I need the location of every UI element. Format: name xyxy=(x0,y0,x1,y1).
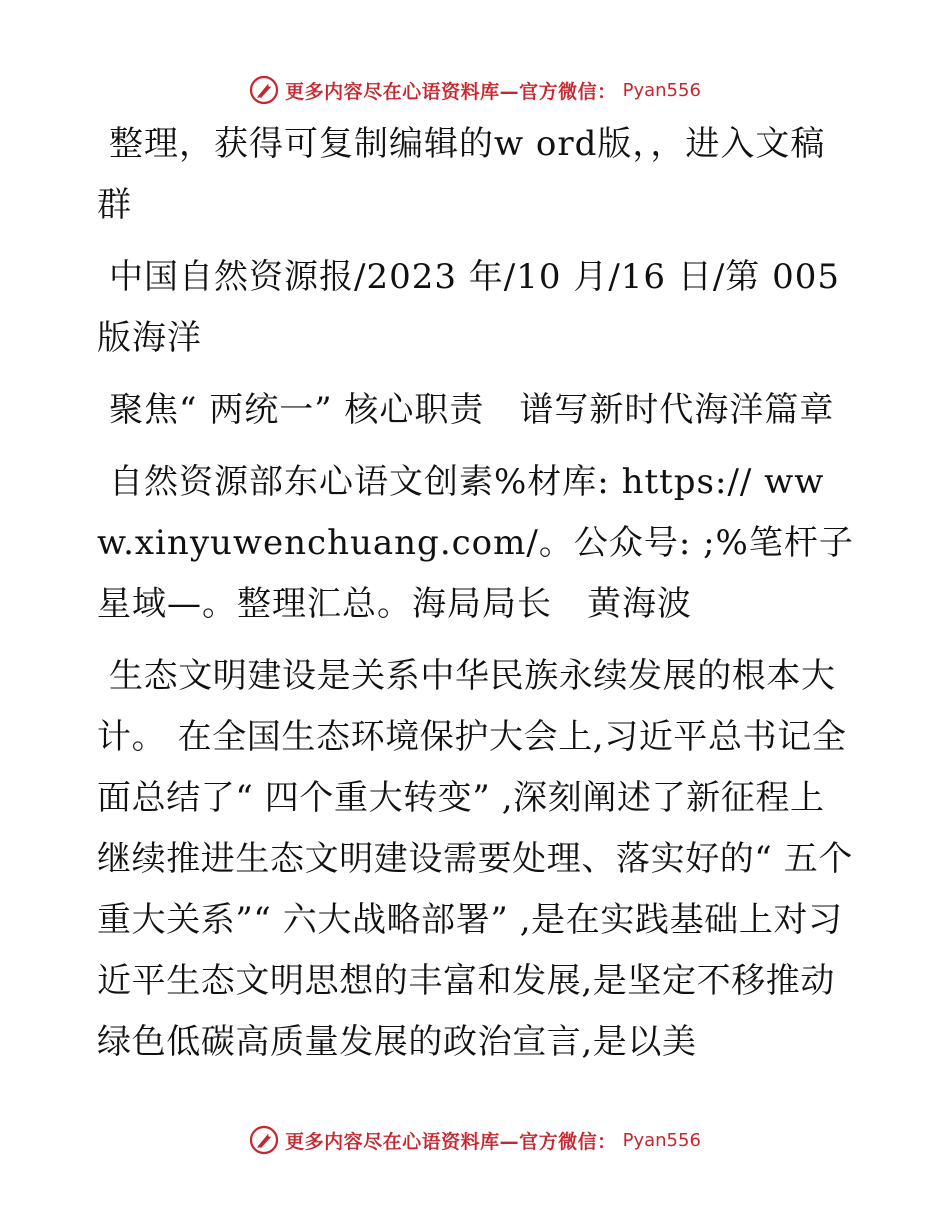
banner-text: 更多内容尽在心语资料库—官方微信： xyxy=(285,80,617,103)
article-title: 聚焦“ 两统一” 核心职责 谱写新时代海洋篇章 xyxy=(109,390,835,430)
banner-wechat-id: Pyan556 xyxy=(622,79,701,101)
source-line: 中国自然资源报/2023 年/10 月/16 日/第 005 版海洋 xyxy=(97,257,841,358)
intro-note: 整理，获得可复制编辑的w ord版，，进入文稿群 xyxy=(97,124,826,225)
banner-text: 更多内容尽在心语资料库—官方微信： xyxy=(285,1130,617,1153)
banner-wechat-id: Pyan556 xyxy=(622,1129,701,1151)
footer-watermark-banner xyxy=(0,1120,950,1160)
author-line: 自然资源部东心语文创素%材库: https:// www.xinyuwenchuang.com/。公众号: ;%笔杆子星域—。整理汇总。海局局长 黄海波 xyxy=(97,462,854,624)
header-watermark-banner xyxy=(0,70,950,110)
pen-nib-seal-icon xyxy=(249,75,279,105)
body-paragraph: 生态文明建设是关系中华民族永续发展的根本大计。 在全国生态环境保护大会上,习近平总书记全面总结了“ 四个重大转变” ,深刻阐述了新征程上继续推进生态文明建设需要处理、落实好的“ 五个重大关系”“ 六大战略部署” ,是在实践基础上对习近平生态文明思想的丰富和发展,是坚定不移推动绿色低碳高质量发展的政治宣言,是以美 xyxy=(97,656,853,1062)
document-body xyxy=(97,114,857,1073)
pen-nib-seal-icon xyxy=(249,1125,279,1155)
